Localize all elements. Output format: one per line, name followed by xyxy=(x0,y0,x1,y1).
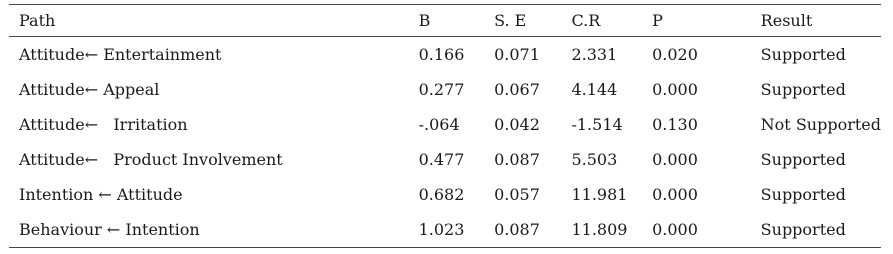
cell-result: Supported xyxy=(760,185,846,204)
header-row xyxy=(9,5,881,37)
cell-cr: 11.809 xyxy=(561,212,642,248)
cell-se: 0.087 xyxy=(484,212,561,248)
cell-result: Supported xyxy=(760,45,846,64)
table-row xyxy=(9,177,881,212)
path-results-table xyxy=(9,4,881,248)
cell-b: -.064 xyxy=(418,115,460,134)
cell-se: 0.067 xyxy=(494,80,540,99)
cell-p: 0.000 xyxy=(652,185,698,204)
cell-b: 0.682 xyxy=(418,185,465,204)
table-row xyxy=(9,107,881,142)
cell-p: 0.000 xyxy=(642,212,751,248)
table-header xyxy=(9,5,881,37)
cell-p: 0.020 xyxy=(652,45,698,64)
cell-result: Supported xyxy=(751,212,881,248)
cell-cr: 11.981 xyxy=(571,185,628,204)
cell-cr: 2.331 xyxy=(571,45,618,64)
cell-result: Supported xyxy=(760,150,846,169)
cell-path: Behaviour ← Intention xyxy=(9,212,409,248)
table-row xyxy=(9,37,881,73)
header-result: Result xyxy=(751,5,881,37)
cell-cr: 5.503 xyxy=(571,150,618,169)
cell-b: 0.477 xyxy=(418,150,465,169)
table-body xyxy=(9,37,881,248)
cell-se: 0.057 xyxy=(494,185,540,204)
cell-se: 0.087 xyxy=(494,150,540,169)
cell-result: Supported xyxy=(760,80,846,99)
cell-b: 0.166 xyxy=(418,45,465,64)
header-b: B xyxy=(409,5,484,37)
table-row xyxy=(9,142,881,177)
cell-cr: -1.514 xyxy=(571,115,623,134)
cell-path: Attitude← Irritation xyxy=(19,115,188,134)
cell-se: 0.042 xyxy=(494,115,540,134)
cell-path: Attitude← Entertainment xyxy=(19,45,222,64)
cell-p: 0.130 xyxy=(652,115,698,134)
table-row xyxy=(9,72,881,107)
cell-path: Intention ← Attitude xyxy=(19,185,183,204)
cell-p: 0.000 xyxy=(652,150,698,169)
cell-b: 0.277 xyxy=(418,80,465,99)
header-cr: C.R xyxy=(561,5,642,37)
cell-se: 0.071 xyxy=(494,45,540,64)
header-p: P xyxy=(642,5,751,37)
cell-p: 0.000 xyxy=(652,80,698,99)
cell-result: Not Supported xyxy=(760,115,881,134)
cell-cr: 4.144 xyxy=(571,80,618,99)
cell-path: Attitude← Appeal xyxy=(19,80,160,99)
cell-b: 1.023 xyxy=(409,212,484,248)
header-path: Path xyxy=(9,5,409,37)
header-se: S. E xyxy=(484,5,561,37)
table-row xyxy=(9,212,881,248)
cell-path: Attitude← Product Involvement xyxy=(19,150,283,169)
